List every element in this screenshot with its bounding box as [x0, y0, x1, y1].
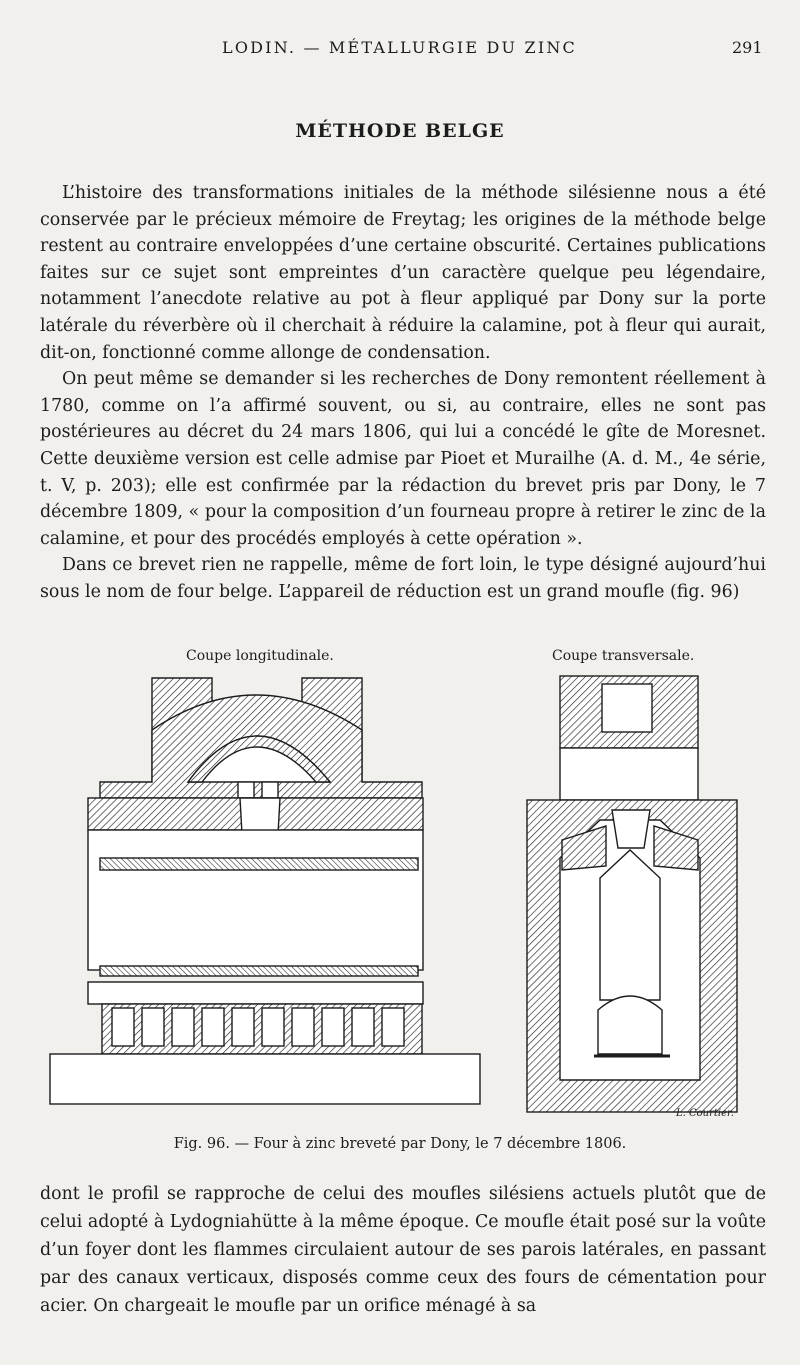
- furnace-figure: [40, 670, 760, 1120]
- transversal-section: [527, 676, 737, 1112]
- section-title: MÉTHODE BELGE: [295, 120, 505, 142]
- running-header: [0, 38, 800, 68]
- engraver-signature: L. Courtier.: [676, 1108, 734, 1119]
- paragraph-1: L’histoire des transformations initiales de la méthode silésienne nous a été conservée par le précieux mémoire de Freytag; les origines de la méthode belge restent au contraire enveloppées d’une certaine obscurité. Certaines publications faites sur ce sujet sont empreintes d’un caractère quelque peu légendaire, notamment l’anecdote relative au pot à fleur appliqué par Dony sur la porte latérale du réverbère où il cherchait à réduire la calamine, pot à fleur qui aurait, dit-on, fonctionné comme allonge de condensation.: [40, 183, 766, 363]
- body-text-top: [40, 180, 766, 606]
- muffle-base: [100, 966, 418, 976]
- paragraph-2: On peut même se demander si les recherches de Dony remontent réellement à 1780, comme on l’a affirmé souvent, ou si, au contraire, elles ne sont pas postérieures au décret du 24 mars 1806, qui lui a concédé le gîte de Moresnet. Cette deuxième version est celle admise par Pioet et Murailhe (A. d. M., 4e série, t. V, p. 203); elle est confirmée par la rédaction du brevet pris par Dony, le 7 décembre 1809, « pour la composition d’un fourneau propre à retirer le zinc de la calamine, et pour des procédés employés à cette opération ».: [40, 369, 766, 549]
- base-platform: [50, 1054, 480, 1104]
- running-title: LODIN. — MÉTALLURGIE DU ZINC: [222, 38, 577, 57]
- paragraph-3: Dans ce brevet rien ne rappelle, même de fort loin, le type désigné aujourd’hui sous le nom de four belge. L’appareil de réduction est un grand moufle (fig. 96): [40, 555, 766, 602]
- figure-caption: Fig. 96. — Four à zinc breveté par Dony, le 7 décembre 1806.: [173, 1136, 627, 1152]
- page-number: 291: [732, 38, 763, 57]
- figure-label-transversal: Coupe transversale.: [552, 648, 695, 664]
- transversal-muffle: [600, 850, 660, 1000]
- body-text-bottom: [40, 1180, 766, 1320]
- figure-label-longitudinal: Coupe longitudinale.: [186, 648, 334, 664]
- chamber: [88, 830, 423, 970]
- longitudinal-section: [50, 678, 480, 1104]
- paragraph-4: dont le profil se rapproche de celui des moufles silésiens actuels plutôt que de celui adopté à Lydogniahütte à la même époque. Ce moufle était posé sur la voûte d’un foyer dont les flammes circulaient autour de ses parois latérales, en passant par des canaux verticaux, disposés comme ceux des fours de cémentation pour acier. On chargeait le moufle par un orifice ménagé à sa: [40, 1184, 766, 1316]
